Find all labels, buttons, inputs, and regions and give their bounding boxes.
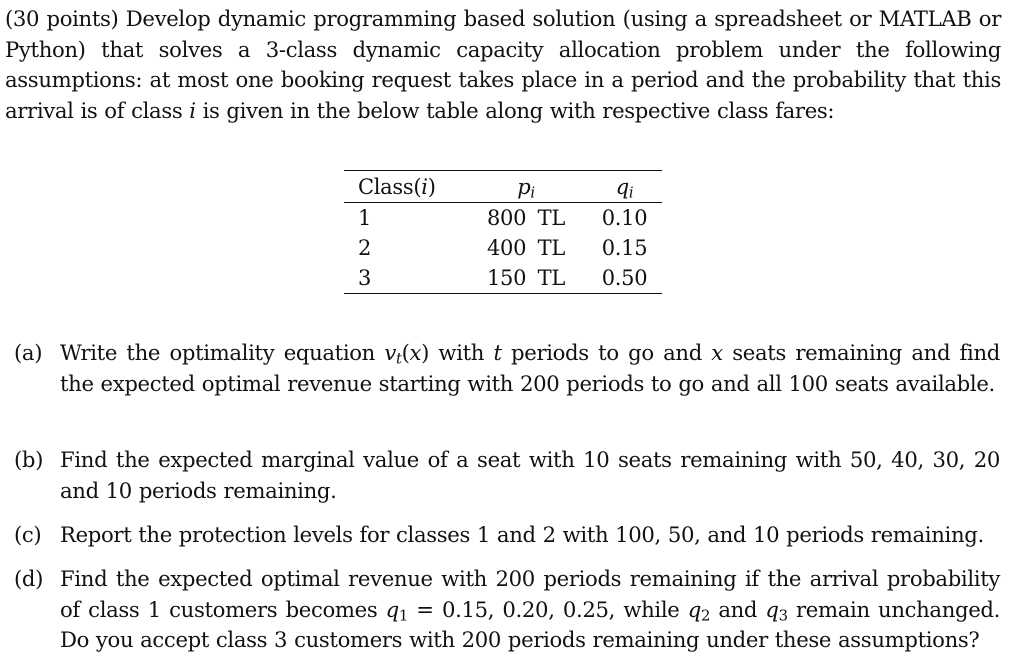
cell-class: 3	[358, 266, 372, 290]
part-d	[14, 564, 1004, 656]
part-b-label: (b)	[14, 447, 44, 472]
table-row	[344, 203, 662, 234]
part-a-label: (a)	[14, 340, 43, 365]
points-label: (30 points)	[5, 6, 119, 31]
part-a-text: Write the optimality equation $v_t(x)$ with t periods to go and x seats remaining and find the expected optimal revenue starting with 200 periods to go and all 100 seats available.	[60, 340, 1000, 396]
table-header-row	[344, 171, 662, 203]
table-row	[344, 263, 662, 294]
cell-fare: 800 TL	[487, 206, 565, 230]
cell-class: 2	[358, 236, 372, 260]
class-variable: i	[189, 97, 196, 123]
cell-class: 1	[358, 206, 372, 230]
cell-probability: 0.50	[601, 266, 648, 290]
part-b	[14, 445, 1004, 506]
header-probability: $q_i$	[587, 171, 662, 203]
problem-statement	[5, 4, 1001, 126]
part-b-text: Find the expected marginal value of a seat with 10 seats remaining with 50, 40, 30, 20 and 10 periods remaining.	[60, 447, 1000, 503]
intro-text: Develop dynamic programming based solution (using a spreadsheet or MATLAB or Python) that solves a 3-class dynamic capacity allocation problem under the following assumptions: at most one booking request takes place in a period and the probability that this arrival is of class	[5, 6, 1001, 123]
header-fare: $p_i$	[465, 171, 587, 203]
intro-tail: is given in the below table along with respective class fares:	[195, 97, 835, 123]
cell-probability: 0.10	[601, 206, 648, 230]
part-a	[14, 338, 1004, 399]
part-c-label: (c)	[14, 522, 42, 547]
cell-fare: 150 TL	[487, 266, 565, 290]
part-d-text: Find the expected optimal revenue with 200 periods remaining if the arrival probability of class 1 customers becomes $q_1 = 0.15$, 0.20, 0.25, while $q_2$ and $q_3$ remain unchanged. Do you accept class 3 customers with 200 periods remaining under these assumptions?	[60, 566, 1001, 653]
cell-fare: 400 TL	[487, 236, 565, 260]
cell-probability: 0.15	[601, 236, 648, 260]
part-d-label: (d)	[14, 566, 44, 591]
table-row	[344, 233, 662, 263]
header-class: Class(i)	[344, 171, 465, 203]
part-c-text: Report the protection levels for classes 1 and 2 with 100, 50, and 10 periods remaining.	[60, 522, 984, 547]
class-fares-table	[344, 170, 662, 294]
part-c	[14, 520, 1004, 551]
